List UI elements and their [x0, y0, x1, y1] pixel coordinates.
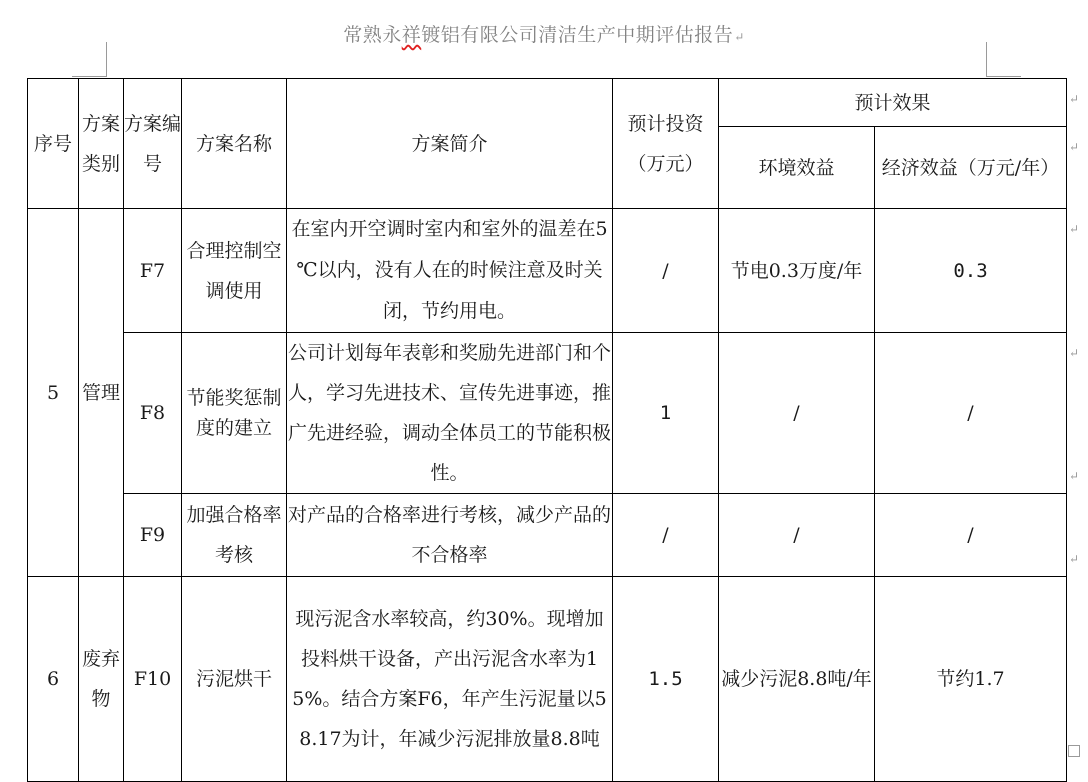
document-title: 常熟永祥镀铝有限公司清洁生产中期评估报告↵	[343, 24, 745, 46]
name-cell: 加强合格率考核	[182, 494, 287, 577]
investment-cell: /	[613, 209, 719, 333]
paragraph-mark-icon: ↵	[1069, 552, 1080, 566]
serial-cell: 6	[28, 577, 79, 782]
code-cell: F8	[124, 333, 182, 494]
env-cell: 节电0.3万度/年	[719, 209, 875, 333]
header-code: 方案编号	[124, 79, 182, 209]
serial-cell: 5	[28, 209, 79, 577]
header-category: 方案类别	[79, 79, 124, 209]
econ-cell: 0.3	[875, 209, 1067, 333]
table-row	[28, 333, 1067, 494]
table-row	[28, 577, 1067, 782]
env-cell: /	[719, 494, 875, 577]
header-econ: 经济效益（万元/年）	[875, 127, 1067, 209]
investment-cell: /	[613, 494, 719, 577]
intro-cell: 现污泥含水率较高，约30%。现增加投料烘干设备，产出污泥含水率为15%。结合方案F6，年产生污泥量以58.17为计，年减少污泥排放量8.8吨	[287, 577, 613, 782]
header-env: 环境效益	[719, 127, 875, 209]
header-effect: 预计效果	[719, 79, 1067, 127]
evaluation-table	[27, 78, 1067, 782]
header-intro: 方案简介	[287, 79, 613, 209]
page-corner-mark-right	[986, 42, 1021, 77]
text-boundary-icon	[1068, 745, 1080, 757]
intro-cell: 在室内开空调时室内和室外的温差在5 ℃以内，没有人在的时候注意及时关闭，节约用电。	[287, 209, 613, 333]
header-investment: 预计投资（万元）	[613, 79, 719, 209]
header-serial: 序号	[28, 79, 79, 209]
page-corner-mark-left	[72, 42, 107, 77]
spellcheck-underlined-char: 祥	[401, 24, 422, 46]
investment-cell: 1.5	[613, 577, 719, 782]
paragraph-mark-icon: ↵	[1069, 140, 1080, 154]
category-cell: 废弃物	[79, 577, 124, 782]
name-cell: 合理控制空调使用	[182, 209, 287, 333]
paragraph-mark-icon: ↵	[1069, 469, 1080, 483]
table-row	[28, 209, 1067, 333]
category-cell: 管理	[79, 209, 124, 577]
intro-cell: 对产品的合格率进行考核，减少产品的不合格率	[287, 494, 613, 577]
econ-cell: 节约1.7	[875, 577, 1067, 782]
code-cell: F9	[124, 494, 182, 577]
code-cell: F7	[124, 209, 182, 333]
paragraph-mark-icon: ↵	[1069, 346, 1080, 360]
paragraph-mark-icon: ↵	[1069, 222, 1080, 236]
econ-cell: /	[875, 494, 1067, 577]
paragraph-mark-icon: ↵	[1069, 92, 1080, 106]
env-cell: /	[719, 333, 875, 494]
header-name: 方案名称	[182, 79, 287, 209]
code-cell: F10	[124, 577, 182, 782]
investment-cell: 1	[613, 333, 719, 494]
name-cell: 污泥烘干	[182, 577, 287, 782]
intro-cell: 公司计划每年表彰和奖励先进部门和个人，学习先进技术、宣传先进事迹，推广先进经验，调动全体员工的节能积极性。	[287, 333, 613, 494]
table-row	[28, 494, 1067, 577]
env-cell: 减少污泥8.8吨/年	[719, 577, 875, 782]
name-cell: 节能奖惩制度的建立	[182, 333, 287, 494]
econ-cell: /	[875, 333, 1067, 494]
paragraph-mark-icon: ↵	[734, 30, 745, 44]
